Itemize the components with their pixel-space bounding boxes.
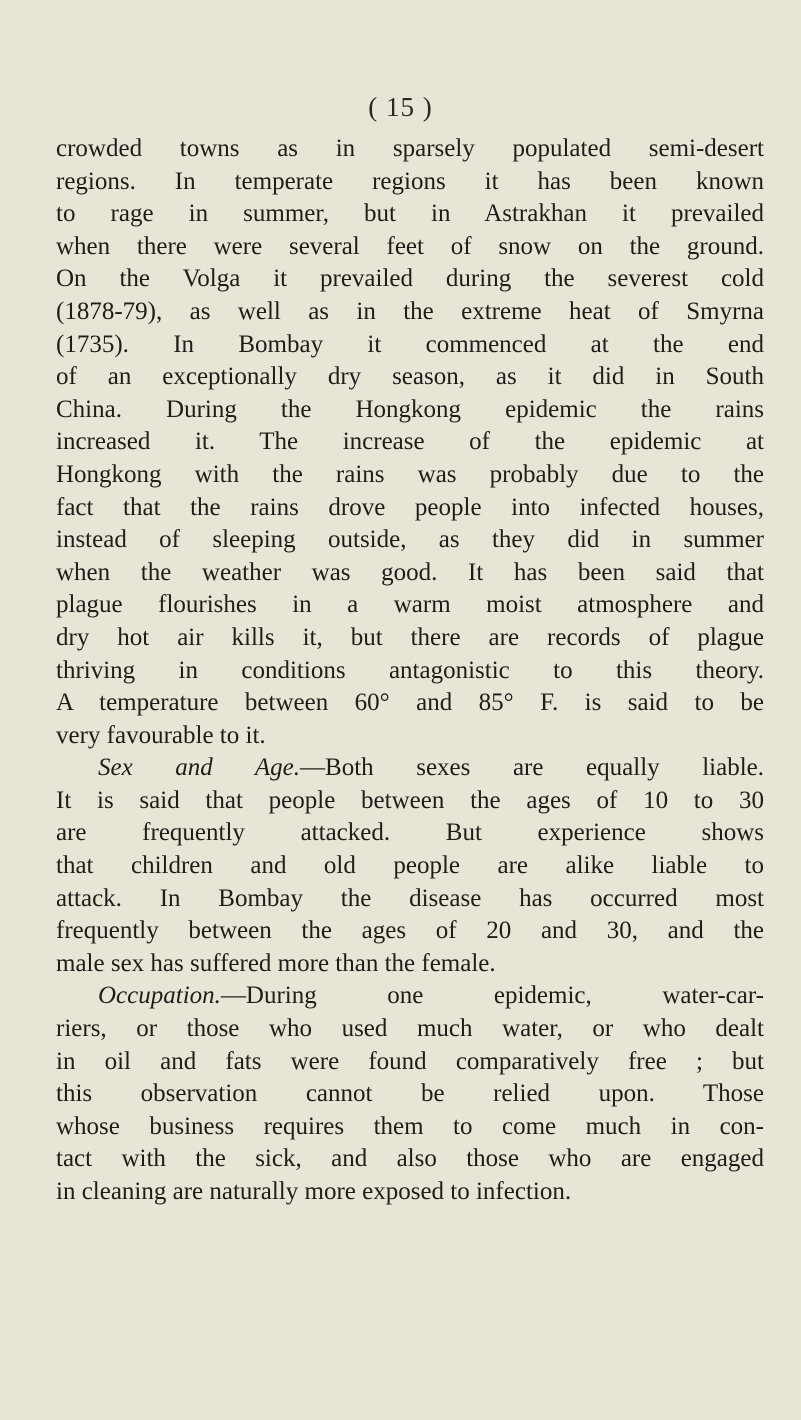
- text-line: when there were several feet of snow on the ground.: [56, 232, 764, 260]
- text-line: dry hot air kills it, but there are records of plague: [56, 623, 764, 651]
- text-line: to rage in summer, but in Astrakhan it prevailed: [56, 200, 764, 228]
- page-number: ( 15 ): [368, 92, 433, 122]
- text-line: crowded towns as in sparsely populated semi-desert: [56, 135, 764, 162]
- text-line: Hongkong with the rains was probably due to the: [56, 460, 764, 488]
- text-line: male sex has suffered more than the female.: [56, 949, 496, 977]
- text-line: (1735). In Bombay it commenced at the end: [56, 330, 764, 358]
- text-line: in oil and fats were found comparatively free ; but: [56, 1047, 764, 1075]
- text-line: China. During the Hongkong epidemic the rains: [56, 395, 764, 423]
- text-line: regions. In temperate regions it has been known: [56, 167, 764, 195]
- text-line: tact with the sick, and also those who are engaged: [56, 1145, 764, 1173]
- text-line: are frequently attacked. But experience shows: [56, 819, 764, 847]
- text-line: frequently between the ages of 20 and 30, and the: [56, 917, 764, 945]
- text-line: It is said that people between the ages of 10 to 30: [56, 786, 764, 814]
- text-line: that children and old people are alike liable to: [56, 852, 764, 880]
- text-line: (1878-79), as well as in the extreme heat of Smyrna: [56, 297, 764, 325]
- text-line: thriving in conditions antagonistic to this theory.: [56, 656, 764, 684]
- sex-age-first-line-text: —Both sexes are equally liable.: [300, 754, 765, 782]
- sex-age-heading: Sex and Age.: [98, 754, 301, 782]
- text-line: when the weather was good. It has been said that: [56, 558, 764, 586]
- occupation-first-line: [56, 980, 764, 1013]
- text-line: fact that the rains drove people into infected houses,: [56, 493, 764, 521]
- occupation-heading: Occupation.: [98, 982, 221, 1010]
- text-line: whose business requires them to come much in con-: [56, 1112, 764, 1140]
- occupation-first-line-text: —During one epidemic, water-car-: [220, 982, 764, 1010]
- body-text: [56, 133, 764, 1209]
- text-line: attack. In Bombay the disease has occurred most: [56, 884, 764, 912]
- sex-age-first-line: [56, 752, 764, 785]
- text-line: riers, or those who used much water, or who dealt: [56, 1015, 764, 1043]
- text-line: of an exceptionally dry season, as it did in South: [56, 363, 764, 391]
- text-line: increased it. The increase of the epidemic at: [56, 428, 764, 456]
- text-line: instead of sleeping outside, as they did in summer: [56, 526, 764, 554]
- text-line: A temperature between 60° and 85° F. is said to be: [56, 689, 764, 717]
- text-line: On the Volga it prevailed during the severest cold: [56, 265, 764, 293]
- text-line: plague flourishes in a warm moist atmosphere and: [56, 591, 764, 619]
- text-line: very favourable to it.: [56, 721, 266, 749]
- text-line: this observation cannot be relied upon. Those: [56, 1080, 764, 1108]
- text-line: in cleaning are naturally more exposed to infection.: [56, 1178, 572, 1205]
